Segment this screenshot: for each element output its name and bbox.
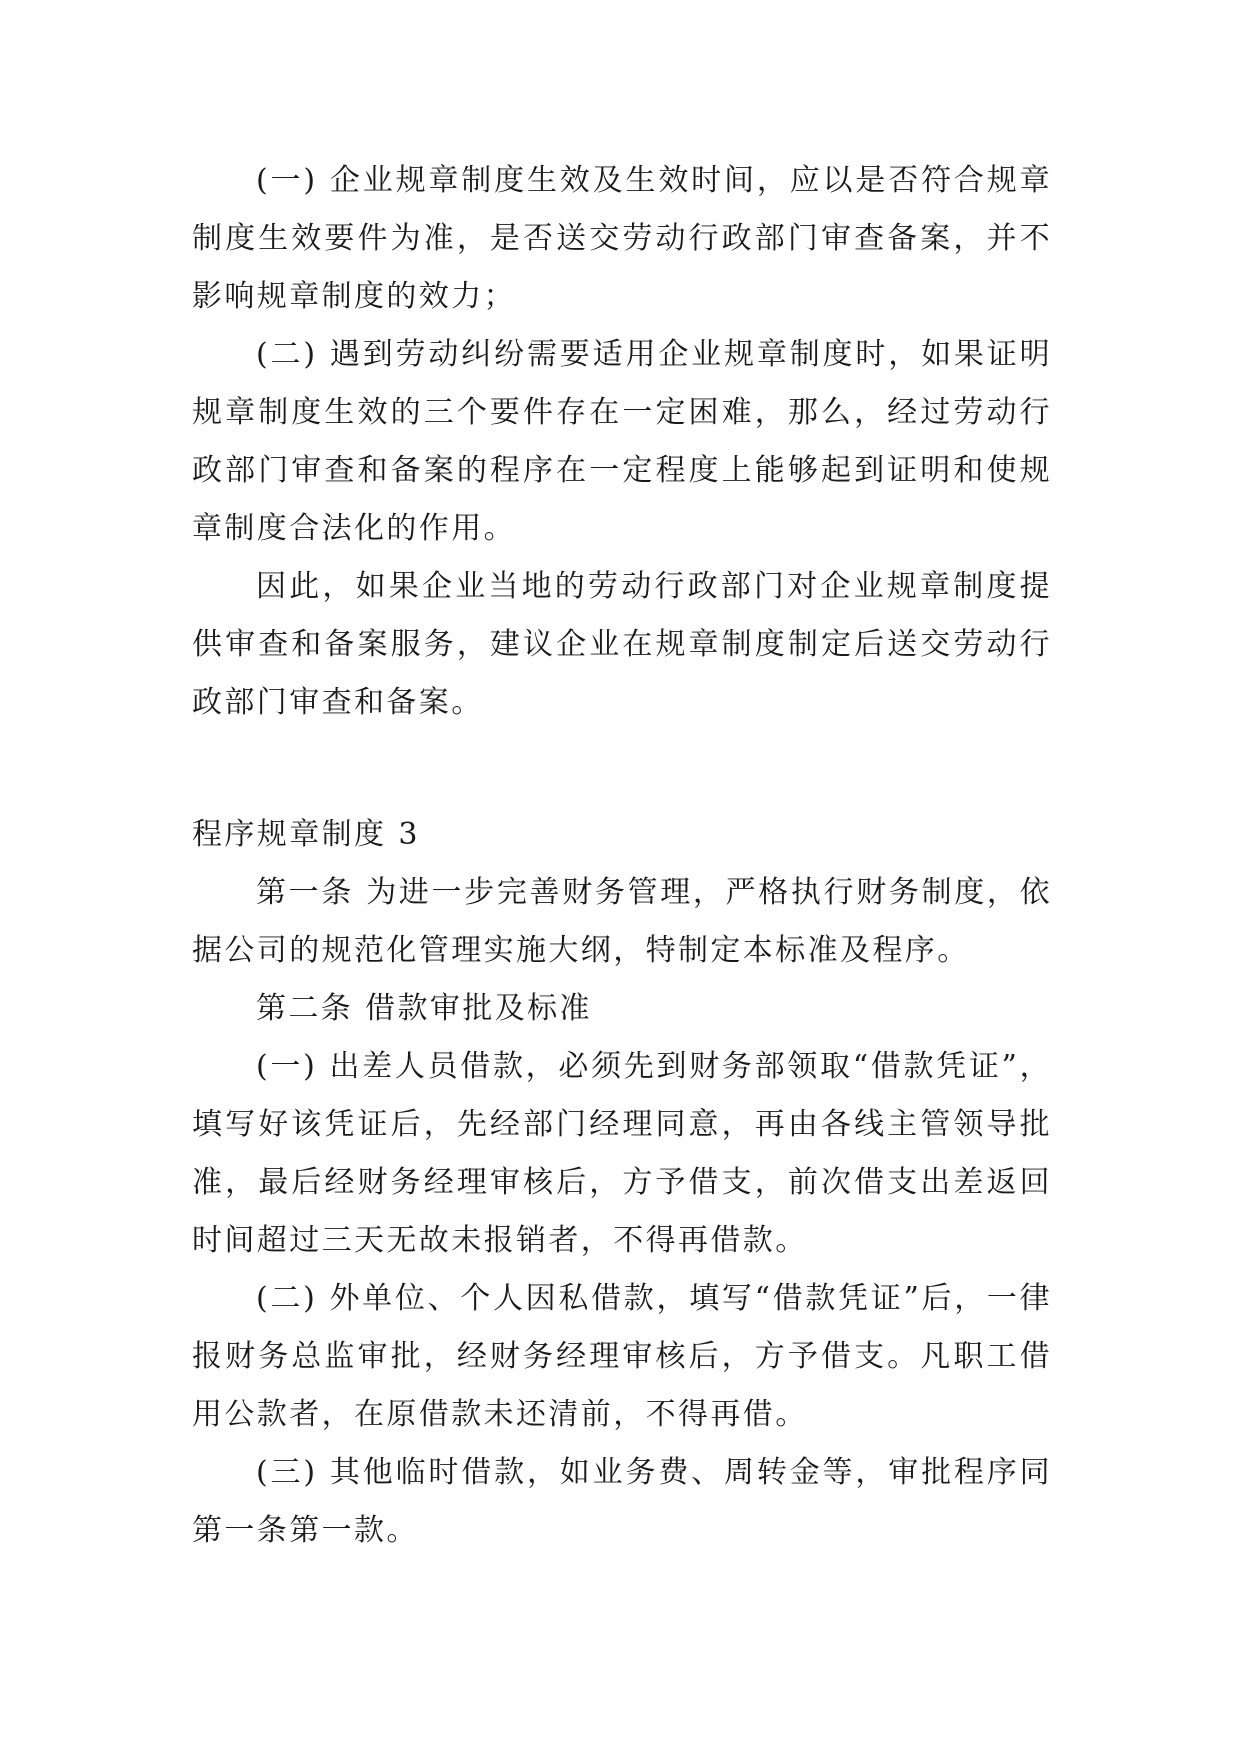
document-body — [192, 152, 1052, 1560]
paragraph-conclusion: 因此，如果企业当地的劳动行政部门对企业规章制度提供审查和备案服务，建议企业在规章制度制定后送交劳动行政部门审查和备案。 — [192, 569, 1052, 720]
article-2-item-2: (二) 外单位、个人因私借款，填写“借款凭证”后，一律报财务总监审批，经财务经理审核后，方予借支。凡职工借用公款者，在原借款未还清前，不得再借。 — [192, 1281, 1052, 1432]
section-title: 程序规章制度 3 — [192, 817, 420, 852]
article-2-heading: 第二条 借款审批及标准 — [256, 991, 592, 1026]
section-spacer — [192, 732, 1052, 806]
article-2-item-1: (一) 出差人员借款，必须先到财务部领取“借款凭证”，填写好该凭证后，先经部门经理同意，再由各线主管领导批准，最后经财务经理审核后，方予借支，前次借支出差返回时间超过三天无故未报销者，不得再借款。 — [192, 1049, 1052, 1258]
paragraph-item-1: (一) 企业规章制度生效及生效时间，应以是否符合规章制度生效要件为准，是否送交劳动行政部门审查备案，并不影响规章制度的效力； — [192, 163, 1052, 314]
article-1: 第一条 为进一步完善财务管理，严格执行财务制度，依据公司的规范化管理实施大纲，特制定本标准及程序。 — [192, 875, 1052, 968]
paragraph-item-2: (二) 遇到劳动纠纷需要适用企业规章制度时，如果证明规章制度生效的三个要件存在一定困难，那么，经过劳动行政部门审查和备案的程序在一定程度上能够起到证明和使规章制度合法化的作用。 — [192, 337, 1052, 546]
article-2-item-3: (三) 其他临时借款，如业务费、周转金等，审批程序同第一条第一款。 — [192, 1455, 1052, 1548]
